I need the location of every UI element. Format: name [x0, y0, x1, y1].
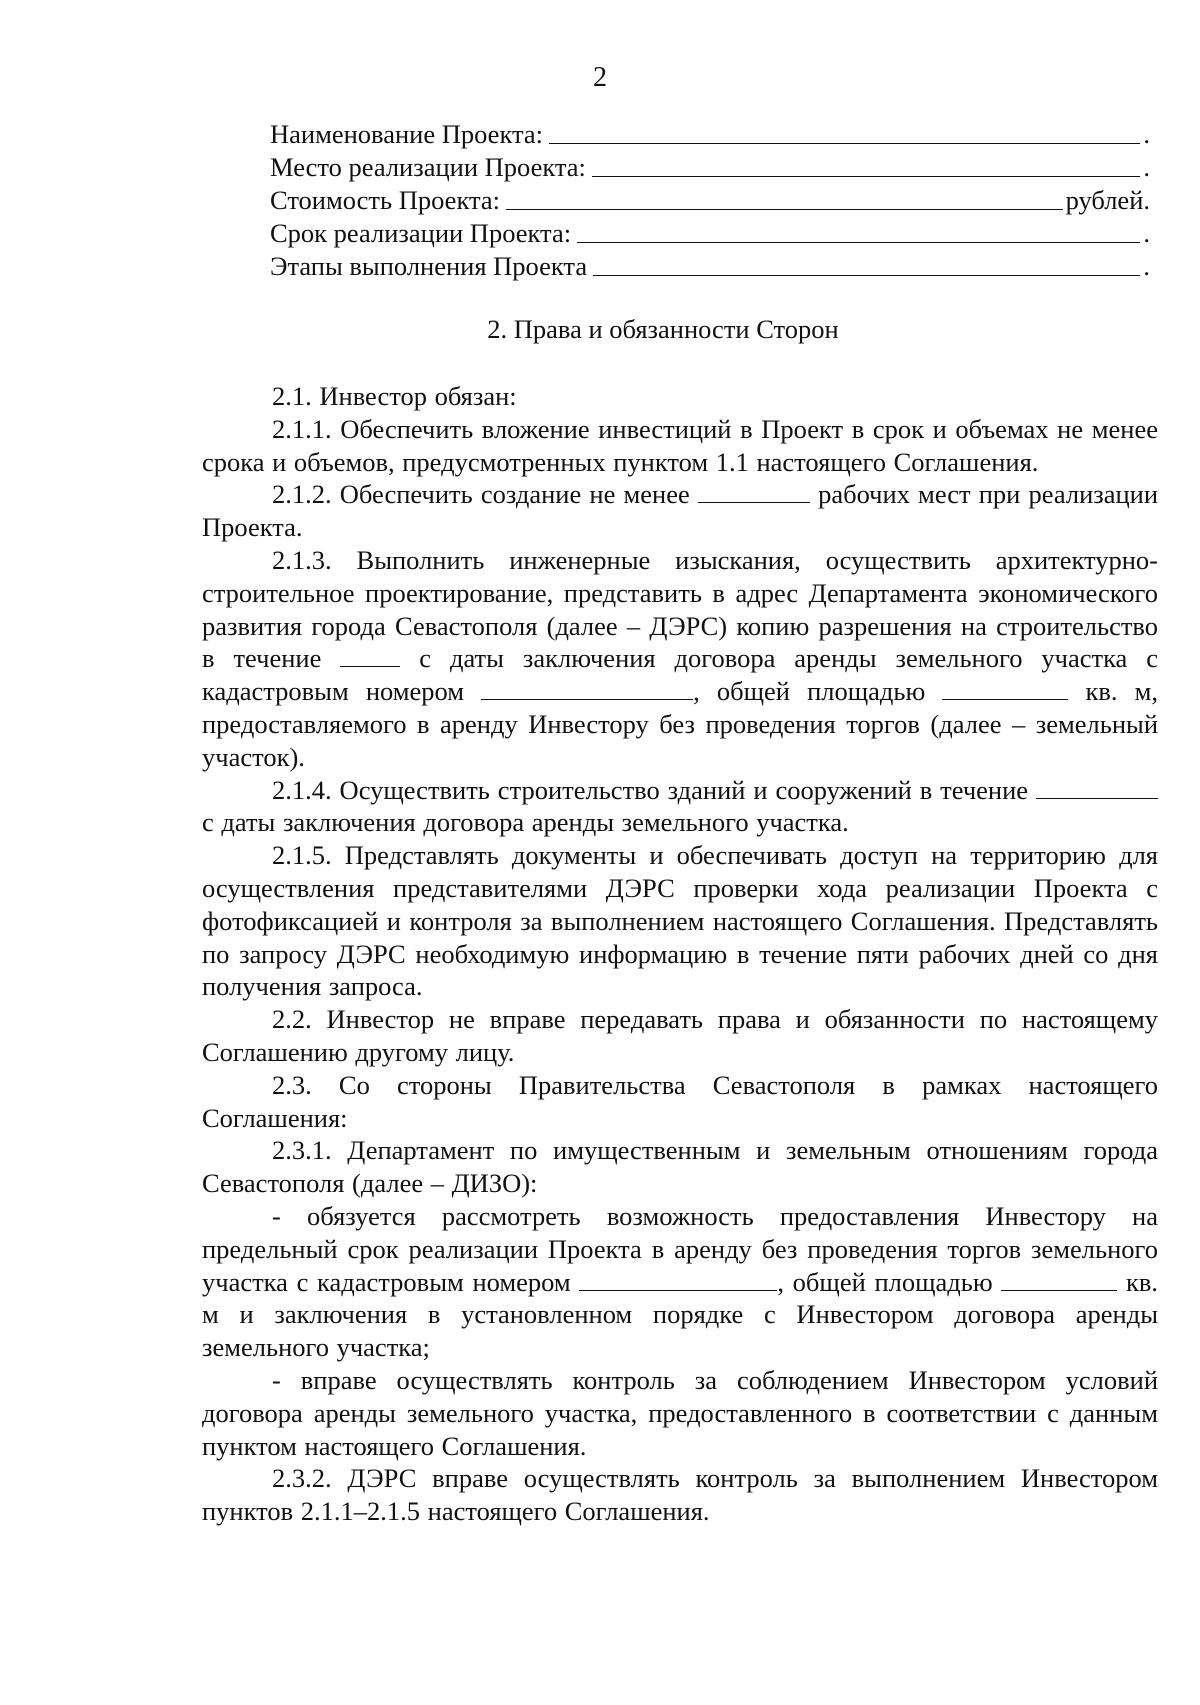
field-project-place: [270, 149, 1150, 182]
paragraph-2-3-2: 2.3.2. ДЭРС вправе осуществлять контроль за выполнением Инвестором пунктов 2.1.1–2.1.5 настоящего Соглашения.: [202, 1463, 1158, 1527]
blank-line: [506, 208, 1063, 210]
field-project-term: [270, 215, 1150, 248]
paragraph-text: - обязуется рассмотреть возможность предоставления Инвестору на предельный срок реализации Проекта в аренду без проведения торгов земельного участка с кадастровым номером: [202, 1200, 1158, 1297]
paragraph-text: 2.1.4. Осуществить строительство зданий и сооружений в течение: [272, 774, 1029, 805]
blank-line: [592, 175, 1140, 177]
paragraph-2-1-4: [202, 774, 1158, 840]
paragraph-text: , общей площадью: [777, 1266, 993, 1297]
blank-line: [942, 677, 1068, 700]
blank-line: [1001, 1268, 1117, 1291]
paragraph-2-1-3: [202, 544, 1158, 774]
paragraph-2-3-1-a: [202, 1200, 1158, 1364]
blank-line: [593, 274, 1140, 276]
paragraph-2-1: 2.1. Инвестор обязан:: [272, 381, 517, 411]
paragraph-text: 2.1.2. Обеспечить создание не менее: [272, 479, 690, 510]
project-fields: [270, 116, 1150, 281]
field-label: Стоимость Проекта:: [270, 185, 500, 215]
blank-line: [340, 644, 400, 667]
field-label: Этапы выполнения Проекта: [270, 251, 588, 281]
paragraph-2-2: 2.2. Инвестор не вправе передавать права и обязанности по настоящему Соглашению другому лицу.: [202, 1004, 1158, 1067]
field-end: рублей.: [1065, 185, 1150, 215]
paragraph-2-1-1: 2.1.1. Обеспечить вложение инвестиций в Проект в срок и объемах не менее срока и объемов, предусмотренных пунктом 1.1 настоящего Соглашения.: [202, 413, 1158, 477]
field-end: .: [1143, 152, 1150, 182]
field-label: Наименование Проекта:: [270, 119, 543, 149]
paragraph-2-3-1: 2.3.1. Департамент по имущественным и земельным отношениям города Севастополя (далее – ДИЗО):: [202, 1135, 1158, 1199]
document-body: [202, 380, 1158, 1528]
paragraph-text: рабочих мест при реализации Проекта.: [202, 479, 1159, 543]
field-end: .: [1143, 251, 1150, 281]
field-end: .: [1143, 119, 1150, 149]
paragraph-2-3: 2.3. Со стороны Правительства Севастополя в рамках настоящего Соглашения:: [202, 1069, 1158, 1133]
blank-line: [549, 142, 1140, 144]
paragraph-text: кв. м и заключения в установленном порядке с Инвестором договора аренды земельного участка;: [202, 1266, 1159, 1363]
blank-line: [481, 677, 693, 700]
blank-line: [1036, 776, 1158, 799]
paragraph-text: с даты заключения договора аренды земельного участка с кадастровым номером: [202, 643, 1159, 707]
field-project-cost: [270, 182, 1150, 215]
field-project-stages: [270, 248, 1150, 281]
blank-line: [698, 480, 810, 503]
field-end: .: [1143, 218, 1150, 248]
paragraph-text: , общей площадью: [693, 676, 926, 707]
blank-line: [579, 1268, 777, 1291]
field-label: Срок реализации Проекта:: [270, 218, 572, 248]
paragraph-2-1-5: 2.1.5. Представлять документы и обеспечивать доступ на территорию для осуществления представителями ДЭРС проверки хода реализации Проекта с фотофиксацией и контроля за выполнением настоящего Соглашения. Представлять по запросу ДЭРС необходимую информацию в течение пяти рабочих дней со дня получения запроса.: [202, 840, 1158, 1002]
paragraph-text: с даты заключения договора аренды земельного участка.: [202, 807, 849, 838]
paragraph-text: 2.1.3. Выполнить инженерные изыскания, осуществить архитектурно-строительное проектирование, представить в адрес Департамента экономического развития города Севастополя (далее – ДЭРС) копию разрешения на строительство в течение: [202, 544, 1158, 674]
page-number: 2: [593, 62, 607, 93]
field-project-name: [270, 116, 1150, 149]
paragraph-text: кв. м, предоставляемого в аренду Инвестору без проведения торгов (далее – земельный участок).: [202, 676, 1159, 772]
paragraph-2-3-1-b: - вправе осуществлять контроль за соблюдением Инвестором условий договора аренды земельного участка, предоставленного в соответствии с данным пунктом настоящего Соглашения.: [202, 1364, 1158, 1461]
blank-line: [577, 241, 1140, 243]
paragraph-2-1-2: [202, 478, 1158, 544]
field-label: Место реализации Проекта:: [270, 152, 586, 182]
section-heading: 2. Права и обязанности Сторон: [487, 314, 839, 344]
